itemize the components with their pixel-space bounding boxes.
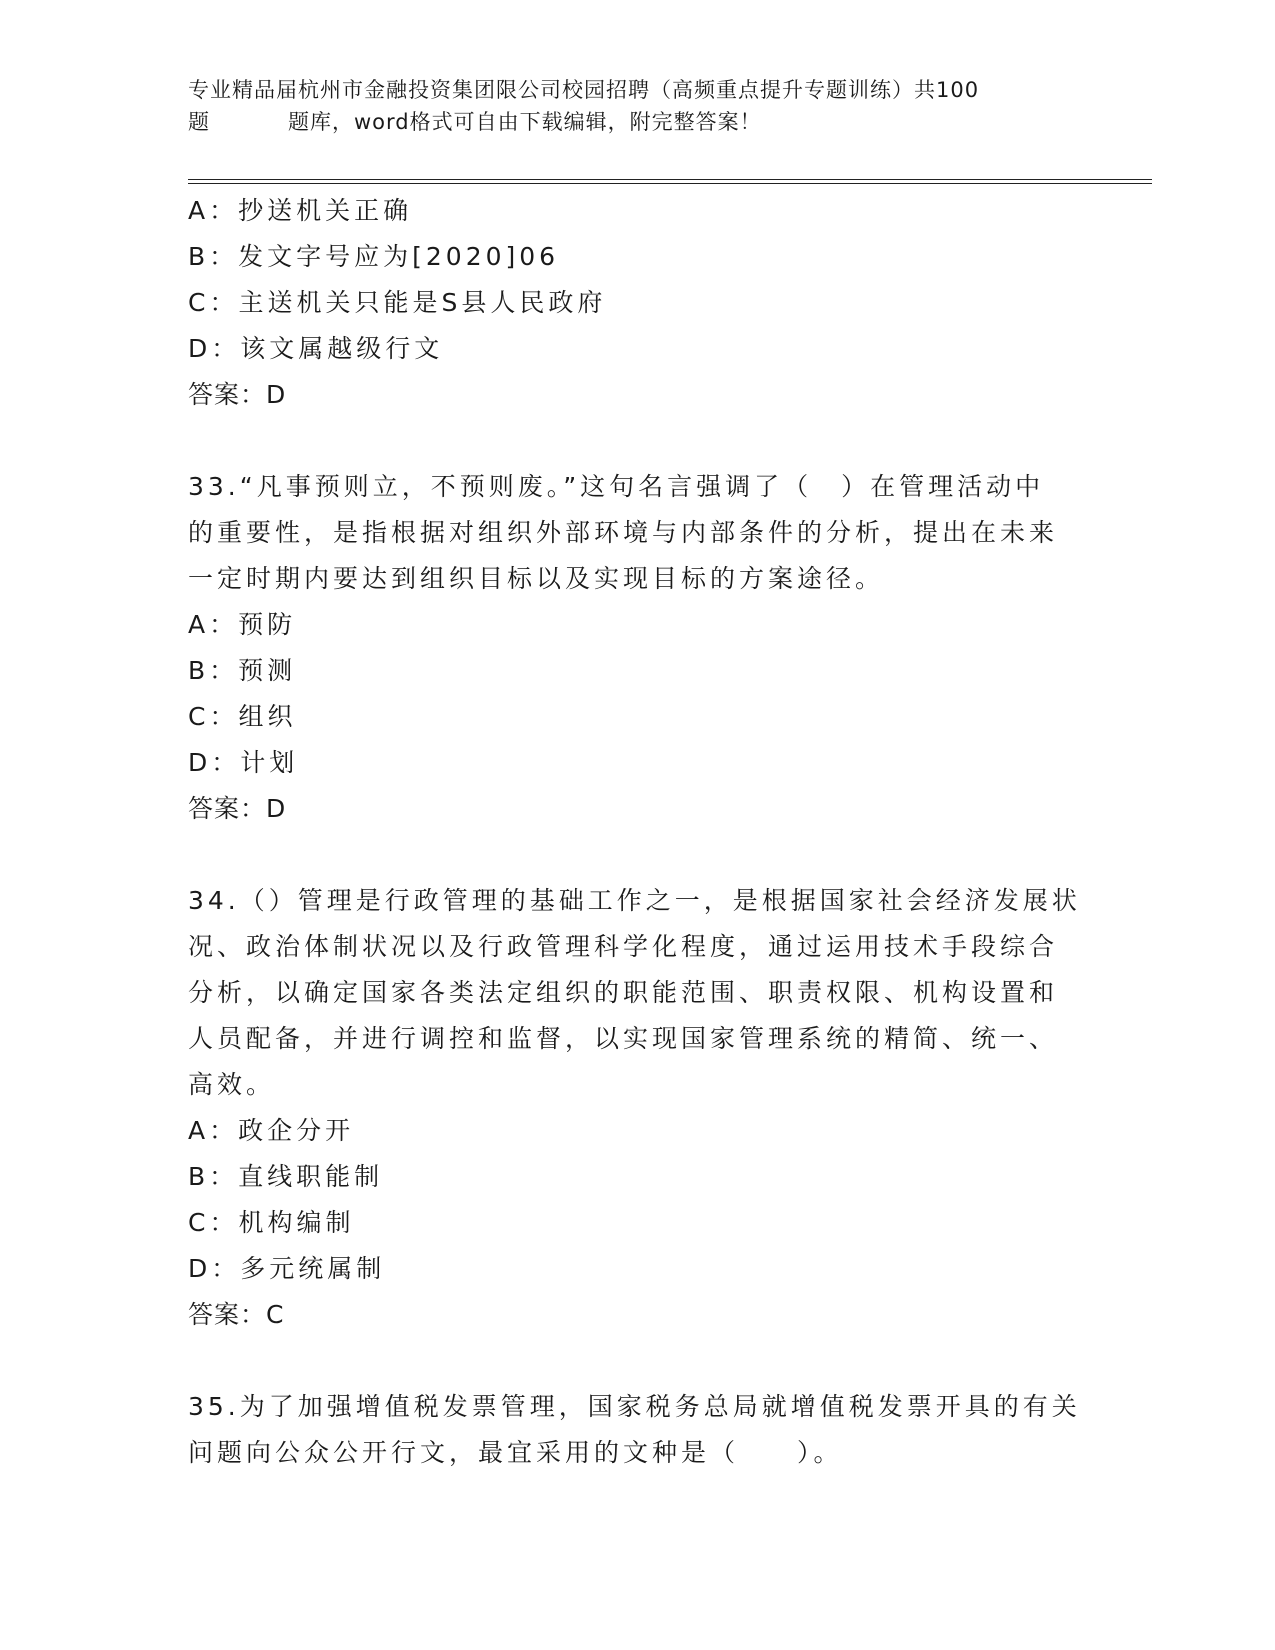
question-text-line: 34.（）管理是行政管理的基础工作之一，是根据国家社会经济发展状 [188, 886, 1081, 915]
option-d: D：计划 [188, 748, 299, 777]
header-divider-thin [188, 179, 1152, 180]
option-d: D：该文属越级行文 [188, 334, 444, 363]
document-header [188, 74, 1088, 138]
question-text-line: 高效。 [188, 1070, 276, 1099]
header-title-line-1: 专业精品届杭州市金融投资集团限公司校园招聘（高频重点提升专题训练）共100 [188, 78, 980, 102]
spacer [188, 832, 1088, 878]
question-text-line: 的重要性，是指根据对组织外部环境与内部条件的分析，提出在未来 [188, 518, 1059, 547]
question-text-line: 分析，以确定国家各类法定组织的职能范围、职责权限、机构设置和 [188, 978, 1059, 1007]
option-c: C：机构编制 [188, 1208, 355, 1237]
question-32-options [188, 188, 1088, 418]
header-title-fragment: 题 [188, 110, 210, 134]
option-c: C：组织 [188, 702, 297, 731]
spacer [188, 1338, 1088, 1384]
header-divider-thick [188, 183, 1152, 184]
question-text-line: 一定时期内要达到组织目标以及实现目标的方案途径。 [188, 564, 885, 593]
option-a: A：政企分开 [188, 1116, 355, 1145]
spacer [188, 418, 1088, 464]
question-text-line: 人员配备，并进行调控和监督，以实现国家管理系统的精简、统一、 [188, 1024, 1059, 1053]
header-subtitle: 题库，word格式可自由下载编辑，附完整答案！ [288, 110, 762, 134]
question-34 [188, 878, 1088, 1338]
option-b: B：预测 [188, 656, 297, 685]
answer-label: 答案：C [188, 1300, 285, 1329]
question-text-line: 33.“凡事预则立，不预则废。”这句名言强调了（ ）在管理活动中 [188, 472, 1045, 501]
question-text-line: 问题向公众公开行文，最宜采用的文种是（ ）。 [188, 1438, 843, 1467]
question-text-line: 况、政治体制状况以及行政管理科学化程度，通过运用技术手段综合 [188, 932, 1059, 961]
question-text-line: 35.为了加强增值税发票管理，国家税务总局就增值税发票开具的有关 [188, 1392, 1081, 1421]
header-title-line-2 [188, 106, 1088, 138]
answer-label: 答案：D [188, 380, 287, 409]
option-b: B：直线职能制 [188, 1162, 384, 1191]
question-33 [188, 464, 1088, 832]
answer-label: 答案：D [188, 794, 287, 823]
option-b: B：发文字号应为[2020]06 [188, 242, 560, 271]
option-a: A：预防 [188, 610, 297, 639]
option-a: A：抄送机关正确 [188, 196, 413, 225]
document-body [188, 188, 1088, 1476]
question-35 [188, 1384, 1088, 1476]
option-d: D：多元统属制 [188, 1254, 386, 1283]
option-c: C：主送机关只能是S县人民政府 [188, 288, 607, 317]
